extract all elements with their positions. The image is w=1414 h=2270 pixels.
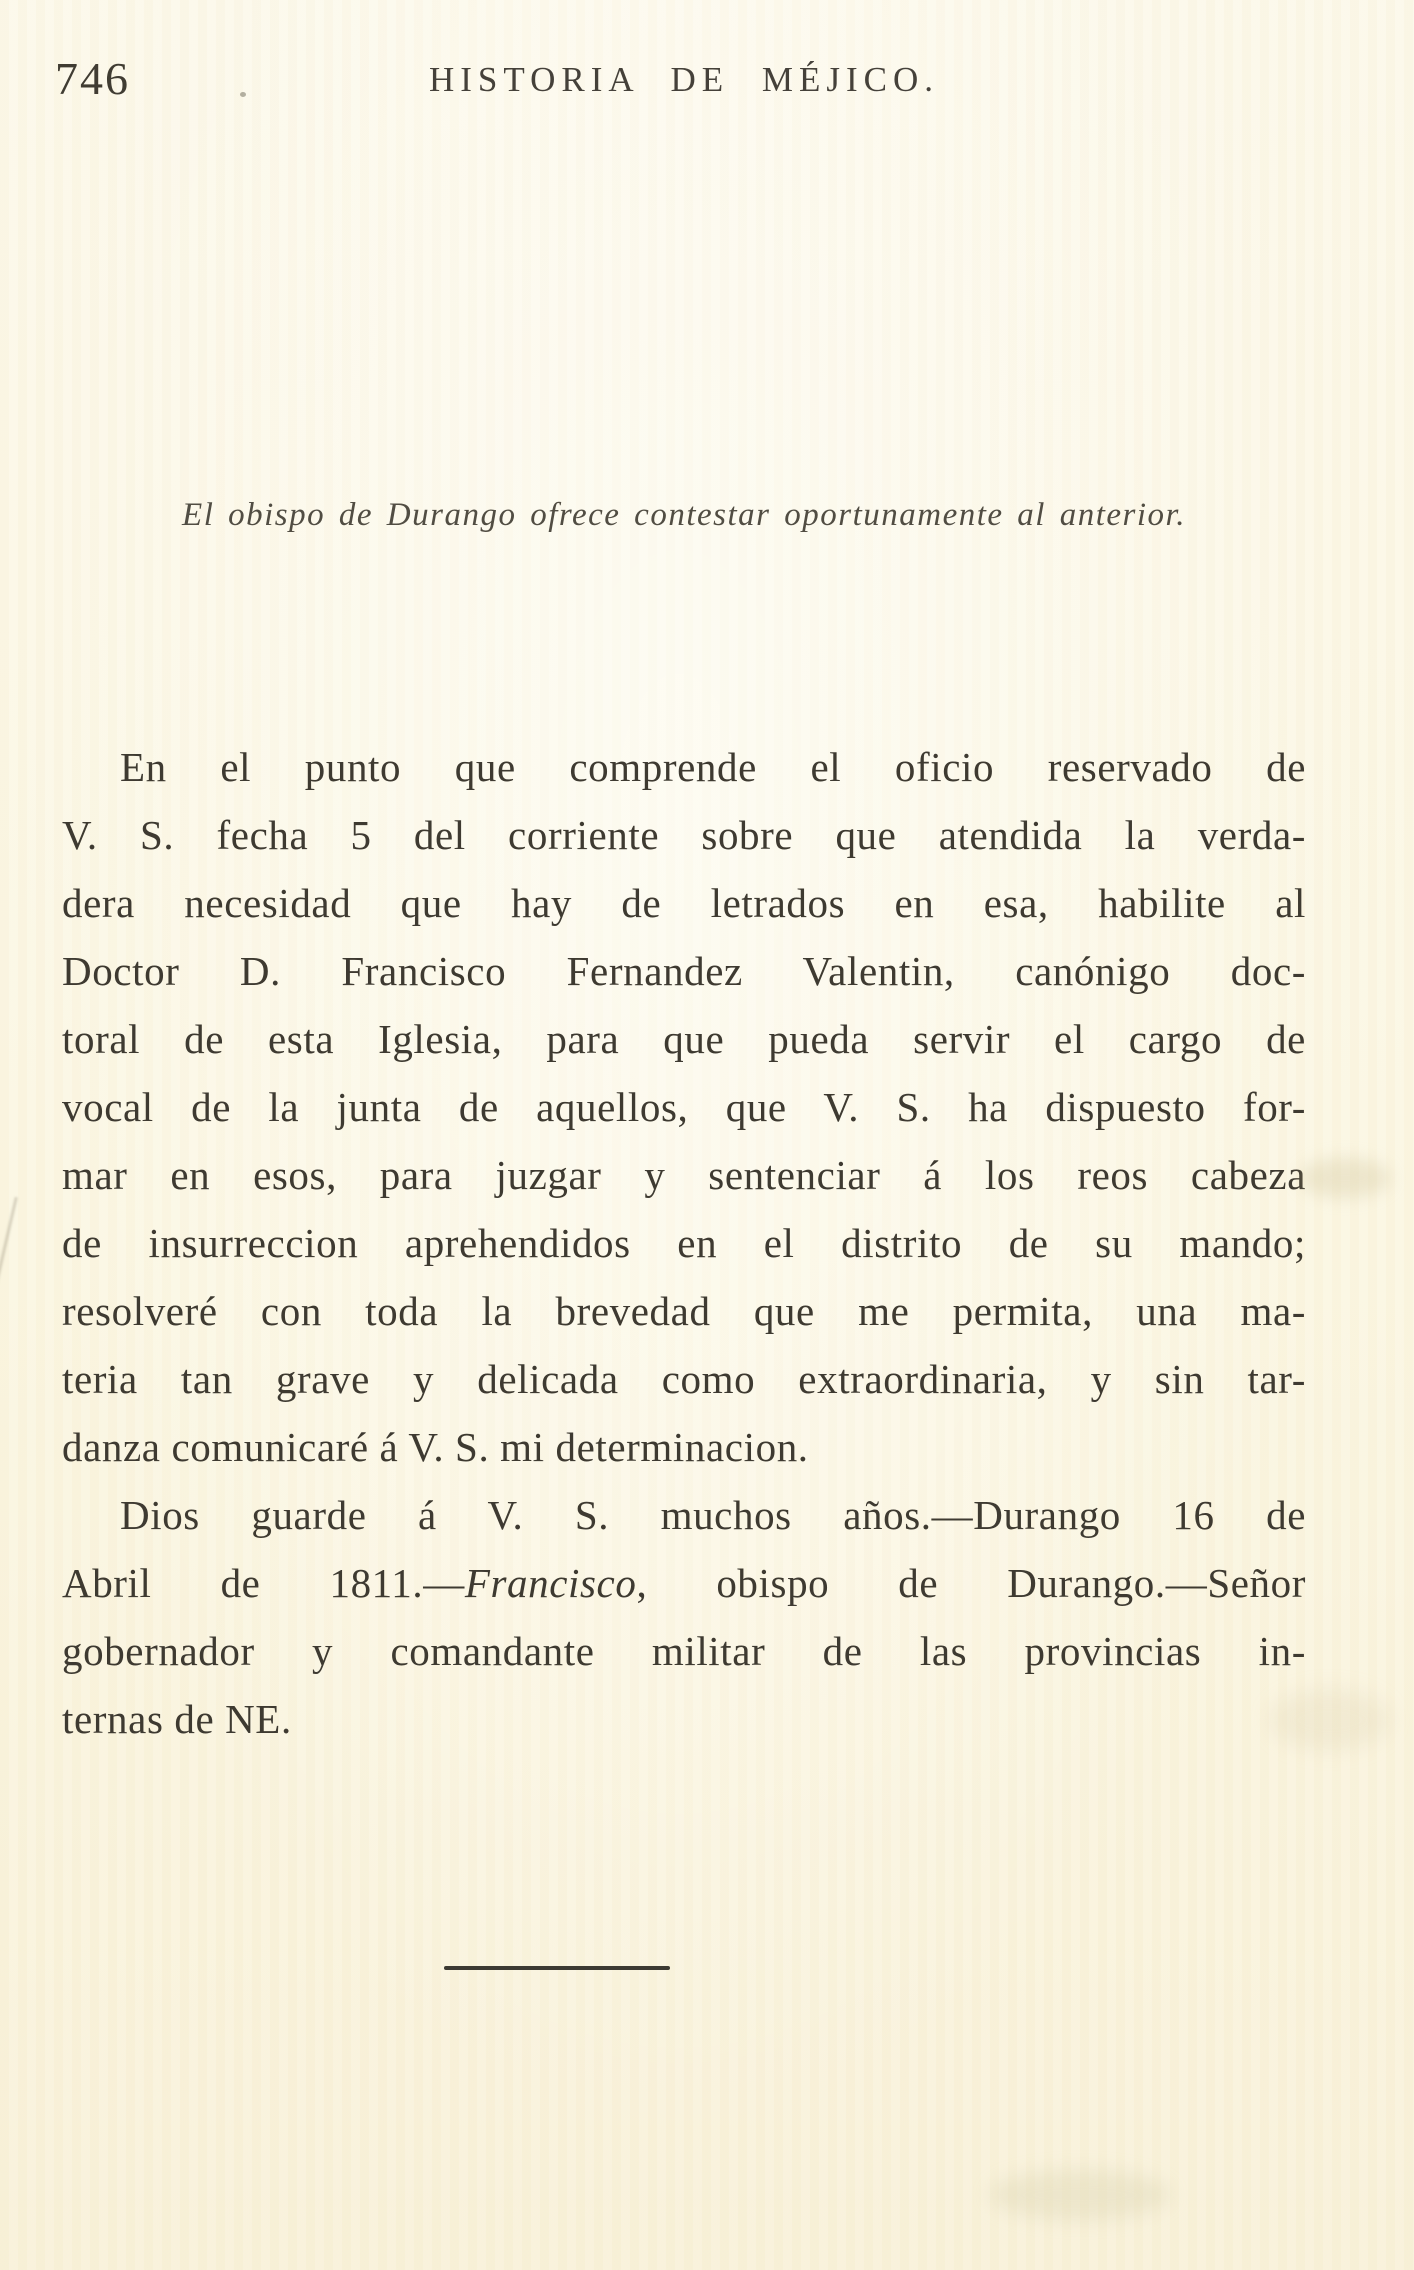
body-line: resolveré con toda la brevedad que me permita, una ma-: [62, 1288, 1306, 1334]
ink-speck-artifact: [240, 92, 246, 97]
signature-post: , obispo de Durango.—Señor: [636, 1560, 1306, 1606]
body-line: vocal de la junta de aquellos, que V. S. ha dispuesto for-: [62, 1084, 1306, 1130]
show-through-smudge: [1270, 1690, 1390, 1750]
body-line: toral de esta Iglesia, para que pueda servir el cargo de: [62, 1016, 1306, 1062]
body-line: teria tan grave y delicada como extraordinaria, y sin tar-: [62, 1356, 1306, 1402]
body-line: gobernador y comandante militar de las provincias in-: [62, 1628, 1306, 1674]
section-caption: El obispo de Durango ofrece contestar oportunamente al anterior.: [182, 497, 1186, 533]
body-line: En el punto que comprende el oficio reservado de: [120, 744, 1306, 790]
body-line: mar en esos, para juzgar y sentenciar á los reos cabeza: [62, 1152, 1306, 1198]
show-through-smudge: [1300, 1158, 1390, 1198]
page-number: 746: [55, 53, 130, 104]
body-line: de insurreccion aprehendidos en el distrito de su mando;: [62, 1220, 1306, 1266]
body-line-signature: [62, 1549, 1306, 1617]
body-line: Dios guarde á V. S. muchos años.—Durango 16 de: [120, 1492, 1306, 1538]
body-line: danza comunicaré á V. S. mi determinacion.: [62, 1424, 809, 1470]
body-line: V. S. fecha 5 del corriente sobre que atendida la verda-: [62, 812, 1306, 858]
running-title: HISTORIA DE MÉJICO.: [428, 60, 940, 99]
page-crease-artifact: [0, 1197, 18, 1291]
section-end-rule: [444, 1966, 670, 1970]
body-line: Doctor D. Francisco Fernandez Valentin, canónigo doc-: [62, 948, 1306, 994]
signature-pre: Abril de 1811.—: [62, 1560, 465, 1606]
letter-body: [62, 733, 1306, 1753]
body-line: ternas de NE.: [62, 1696, 292, 1742]
show-through-smudge: [990, 2170, 1170, 2220]
body-line: dera necesidad que hay de letrados en esa, habilite al: [62, 880, 1306, 926]
signature-name: Francisco: [464, 1560, 637, 1606]
